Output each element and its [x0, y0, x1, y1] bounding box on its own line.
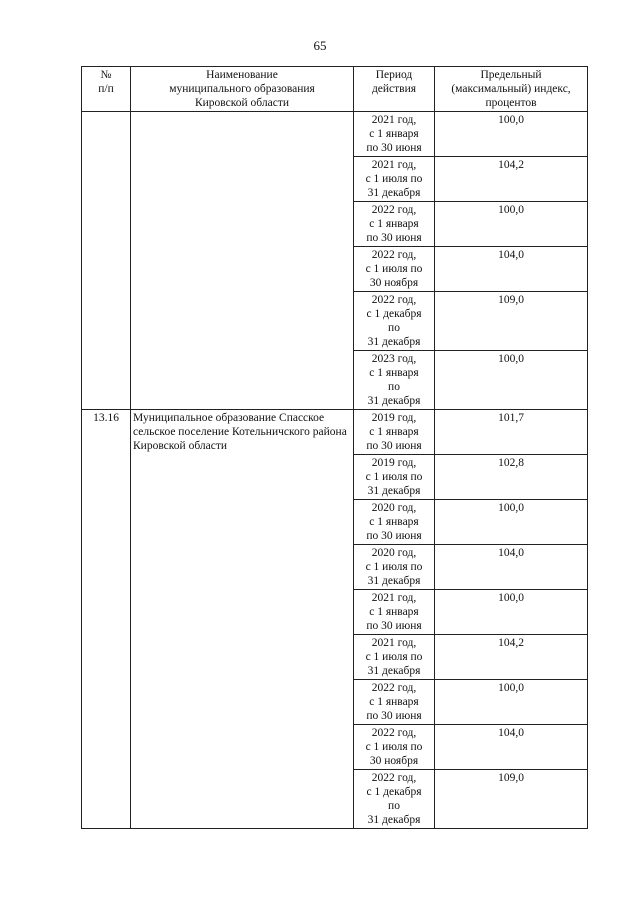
- period-cell: 2020 год, с 1 января по 30 июня: [354, 500, 435, 545]
- municipality-name-cell: [131, 112, 354, 410]
- period-cell: 2021 год, с 1 июля по 31 декабря: [354, 635, 435, 680]
- index-cell: 104,0: [435, 725, 588, 770]
- period-cell: 2022 год, с 1 декабря по 31 декабря: [354, 770, 435, 829]
- index-cell: 102,8: [435, 455, 588, 500]
- period-cell: 2021 год, с 1 июля по 31 декабря: [354, 157, 435, 202]
- period-cell: 2022 год, с 1 июля по 30 ноября: [354, 725, 435, 770]
- period-cell: 2019 год, с 1 июля по 31 декабря: [354, 455, 435, 500]
- index-cell: 109,0: [435, 292, 588, 351]
- table-header-row: [82, 67, 588, 112]
- period-cell: 2019 год, с 1 января по 30 июня: [354, 410, 435, 455]
- period-cell: 2023 год, с 1 января по 31 декабря: [354, 351, 435, 410]
- period-cell: 2022 год, с 1 декабря по 31 декабря: [354, 292, 435, 351]
- period-cell: 2022 год, с 1 января по 30 июня: [354, 202, 435, 247]
- index-cell: 100,0: [435, 680, 588, 725]
- index-cell: 104,2: [435, 635, 588, 680]
- index-cell: 104,0: [435, 247, 588, 292]
- header-number: № п/п: [82, 67, 131, 112]
- number-cell: 13.16: [82, 410, 131, 829]
- page-number: 65: [313, 38, 327, 53]
- period-cell: 2021 год, с 1 января по 30 июня: [354, 112, 435, 157]
- index-cell: 109,0: [435, 770, 588, 829]
- index-cell: 100,0: [435, 590, 588, 635]
- period-cell: 2020 год, с 1 июля по 31 декабря: [354, 545, 435, 590]
- table-row: [82, 410, 588, 455]
- index-cell: 100,0: [435, 112, 588, 157]
- municipality-name-cell: Муниципальное образование Спасское сельское поселение Котельничского района Кировской области: [131, 410, 354, 829]
- index-cell: 104,0: [435, 545, 588, 590]
- table-row: [82, 112, 588, 157]
- index-cell: 100,0: [435, 500, 588, 545]
- period-cell: 2021 год, с 1 января по 30 июня: [354, 590, 435, 635]
- index-cell: 100,0: [435, 351, 588, 410]
- index-cell: 101,7: [435, 410, 588, 455]
- index-cell: 100,0: [435, 202, 588, 247]
- index-cell: 104,2: [435, 157, 588, 202]
- number-cell: [82, 112, 131, 410]
- period-cell: 2022 год, с 1 января по 30 июня: [354, 680, 435, 725]
- period-cell: 2022 год, с 1 июля по 30 ноября: [354, 247, 435, 292]
- header-max-index: Предельный (максимальный) индекс, процентов: [435, 67, 588, 112]
- header-period: Период действия: [354, 67, 435, 112]
- header-municipality-name: Наименование муниципального образования Кировской области: [131, 67, 354, 112]
- tariff-index-table: [81, 66, 588, 829]
